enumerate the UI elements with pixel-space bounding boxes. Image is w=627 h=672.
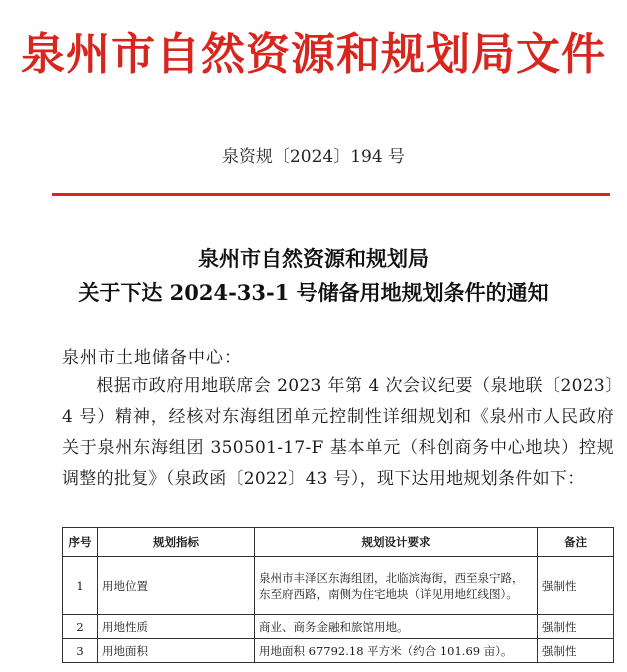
row-note: 强制性 bbox=[538, 615, 614, 639]
row-note: 强制性 bbox=[538, 639, 614, 663]
header-note: 备注 bbox=[538, 528, 614, 557]
row-note: 强制性 bbox=[538, 557, 614, 615]
org-header-title: 泉州市自然资源和规划局文件 bbox=[21, 29, 606, 80]
body-paragraph bbox=[62, 371, 614, 495]
notice-title-line-1: 泉州市自然资源和规划局 bbox=[198, 246, 429, 271]
header-no: 序号 bbox=[63, 528, 98, 557]
row-no: 1 bbox=[63, 557, 98, 615]
header-requirement: 规划设计要求 bbox=[255, 528, 538, 557]
planning-conditions-table bbox=[62, 527, 614, 663]
row-no: 2 bbox=[63, 615, 98, 639]
table-row bbox=[63, 615, 614, 639]
body-paragraph-text: 根据市政府用地联席会 2023 年第 4 次会议纪要（泉地联〔2023〕4 号）精神，经核对东海组团单元控制性详细规划和《泉州市人民政府关于泉州东海组团 350501-17-F 基本单元（科创商务中心地块）控规调整的批复》（泉政函〔2022〕43 号），现下达用地规划条件如下： bbox=[62, 376, 614, 489]
row-indicator: 用地面积 bbox=[98, 639, 255, 663]
row-no: 3 bbox=[63, 639, 98, 663]
row-requirement: 商业、商务金融和旅馆用地。 bbox=[255, 615, 538, 639]
row-indicator: 用地位置 bbox=[98, 557, 255, 615]
header-indicator: 规划指标 bbox=[98, 528, 255, 557]
table-row bbox=[63, 557, 614, 615]
row-requirement: 用地面积 67792.18 平方米（约合 101.69 亩）。 bbox=[255, 639, 538, 663]
table-row bbox=[63, 639, 614, 663]
document-number: 泉资规〔2024〕194 号 bbox=[221, 147, 406, 167]
row-requirement: 泉州市丰泽区东海组团，北临滨海街，西至泉宁路，东至府西路，南侧为住宅地块（详见用地红线图）。 bbox=[255, 557, 538, 615]
notice-title-line-2: 关于下达 2024-33-1 号储备用地规划条件的通知 bbox=[78, 280, 549, 305]
red-divider-line bbox=[52, 193, 610, 196]
row-indicator: 用地性质 bbox=[98, 615, 255, 639]
addressee: 泉州市土地储备中心： bbox=[62, 348, 242, 368]
table-header-row bbox=[63, 528, 614, 557]
